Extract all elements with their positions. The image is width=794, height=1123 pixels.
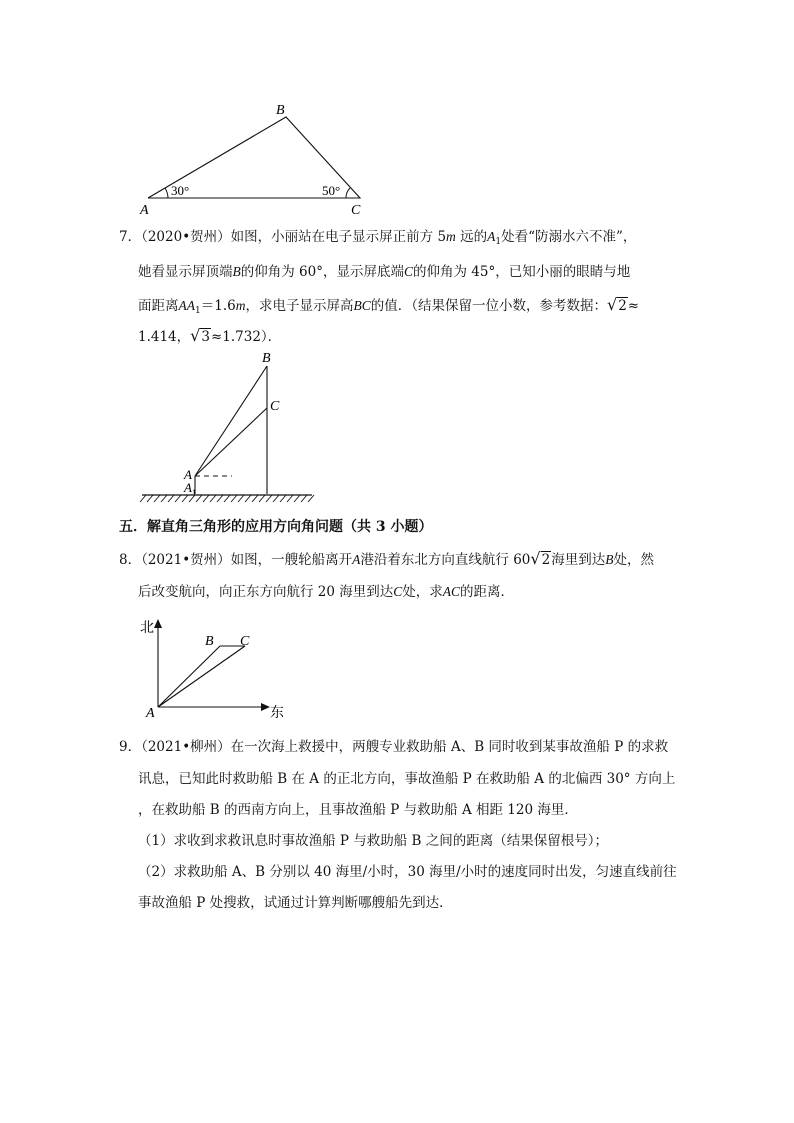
q7-line-1: 7．（2020•贺州）如图，小丽站在电子显示屏正前方 5m 远的$A_1$处看“防溺水六不准”， — [119, 229, 637, 247]
q7-line-4: 1.414，√3≈1.732）． — [138, 326, 282, 345]
label-c: C — [270, 399, 280, 414]
angle-c-arc — [346, 188, 350, 198]
north-arrow — [154, 619, 162, 628]
triangle-figure — [138, 100, 378, 220]
sightline-c — [195, 408, 267, 476]
vertex-c-label: C — [351, 203, 361, 218]
sqrt-2: √2 — [606, 295, 627, 314]
angle-a-label: 30° — [171, 183, 190, 198]
label-c: C — [240, 634, 250, 649]
vertex-b-label: B — [276, 103, 285, 118]
q9-line-2: 讯息，已知此时救助船 B 在 A 的正北方向，事故渔船 P 在救助船 A 的北偏西 30° 方向上 — [138, 771, 676, 787]
angle-c-label: 50° — [322, 183, 341, 198]
screen-figure — [140, 350, 330, 510]
east-arrow — [261, 703, 270, 711]
q9-line-4: （1）求收到求救讯息时事故渔船 P 与救助船 B 之间的距离（结果保留根号）； — [138, 833, 609, 849]
sightline-b — [195, 366, 267, 476]
label-a: A — [184, 467, 192, 482]
north-label: 北 — [140, 621, 154, 636]
sqrt-2: √2 — [530, 549, 551, 568]
label-a1: $A_1$ — [184, 480, 196, 497]
segment-ac — [158, 646, 245, 707]
angle-a-arc — [165, 188, 168, 198]
q9-line-6: 事故渔船 P 处搜救，试通过计算判断哪艘船先到达． — [138, 895, 453, 911]
q8-line-1: 8．（2021•贺州）如图，一艘轮船离开A港沿着东北方向直线航行 60√2海里到达B处，然 — [119, 549, 654, 568]
bearing-figure — [140, 615, 300, 725]
label-b: B — [205, 634, 214, 649]
sqrt-3: √3 — [190, 326, 210, 345]
q7-line-2: 她看显示屏顶端B的仰角为 60°，显示屏底端C的仰角为 45°，已知小丽的眼睛与地 — [138, 264, 631, 280]
label-a: A — [146, 706, 155, 721]
label-b: B — [262, 351, 271, 366]
section-heading: 五．解直角三角形的应用方向角问题（共 3 小题） — [119, 519, 433, 535]
q9-line-1: 9．（2021•柳州）在一次海上救援中，两艘专业救助船 A、B 同时收到某事故渔船 P 的求救 — [119, 739, 669, 755]
q9-line-3: ，在救助船 B 的西南方向上，且事故渔船 P 与救助船 A 相距 120 海里． — [138, 802, 578, 818]
ground-hatch — [140, 495, 314, 502]
q9-line-5: （2）求救助船 A、B 分别以 40 海里/小时，30 海里/小时的速度同时出发，匀速直线前往 — [138, 864, 677, 880]
east-label: 东 — [270, 706, 284, 721]
vertex-a-label: A — [140, 203, 149, 218]
segment-ab — [158, 646, 220, 707]
q8-line-2: 后改变航向，向正东方向航行 20 海里到达C处，求AC的距离． — [138, 584, 515, 600]
q7-line-3: 面距离$AA_1=1.6m$，求电子显示屏高BC的值．（结果保留一位小数，参考数据：√2≈ — [138, 295, 640, 316]
